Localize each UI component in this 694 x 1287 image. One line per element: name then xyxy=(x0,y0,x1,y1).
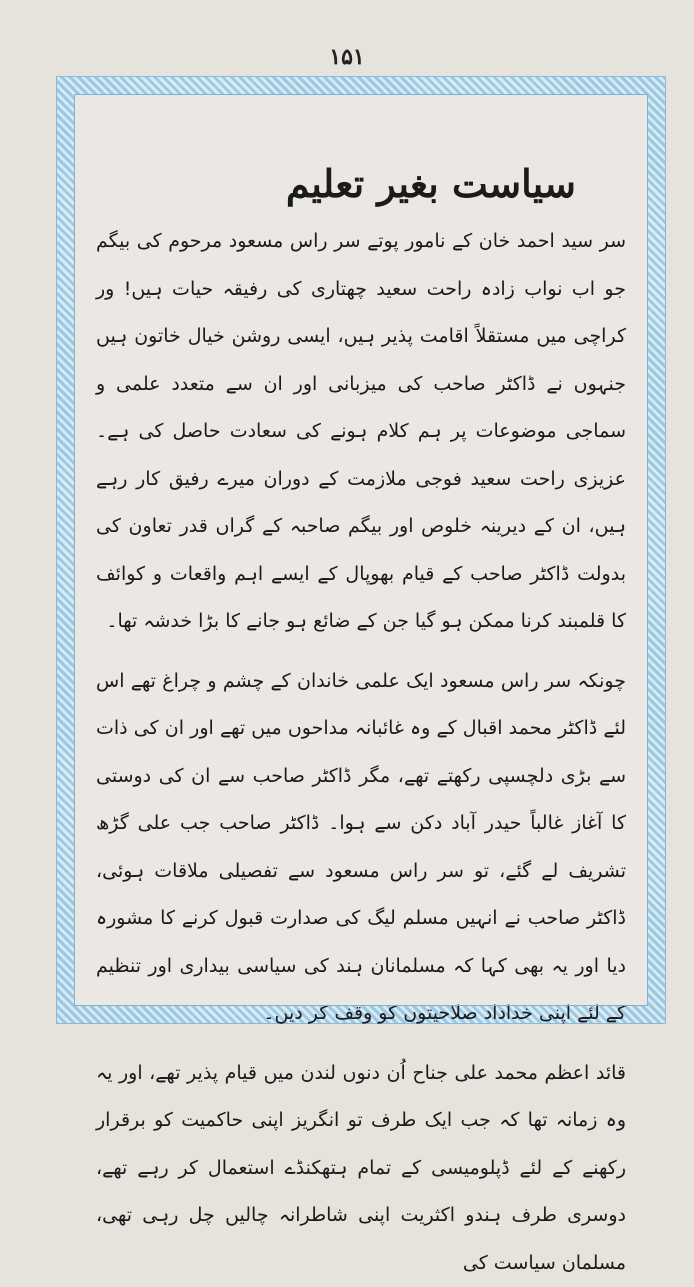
paragraph-2: چونکہ سر راس مسعود ایک علمی خاندان کے چشم و چراغ تھے اس لئے ڈاکٹر محمد اقبال کے وہ غائبانہ مداحوں میں تھے اور ان کی ذات سے بڑی دلچسپی رکھتے تھے، مگر ڈاکٹر صاحب سے ان کی دوستی کا آغاز غالباً حیدر آباد دکن سے ہوا۔ ڈاکٹر صاحب جب علی گڑھ تشریف لے گئے، تو سر راس مسعود سے تفصیلی ملاقات ہوئی، ڈاکٹر صاحب نے انہیں مسلم لیگ کی صدارت قبول کرنے کا مشورہ دیا اور یہ بھی کہا کہ مسلمانان ہند کی سیاسی بیداری اور تنظیم کے لئے اپنی خداداد صلاحیتوں کو وقف کر دیں۔ xyxy=(96,658,626,1038)
page-content xyxy=(96,154,626,986)
decorative-border-frame xyxy=(56,76,666,1024)
paragraph-1: سر سید احمد خان کے نامور پوتے سر راس مسعود مرحوم کی بیگم جو اب نواب زادہ راحت سعید چھتاری کی رفیقہ حیات ہیں! ور کراچی میں مستقلاً اقامت پذیر ہیں، ایسی روشن خیال خاتون ہیں جنہوں نے ڈاکٹر صاحب کی میزبانی اور ان سے متعدد علمی و سماجی موضوعات پر ہم کلام ہونے کی سعادت حاصل کی ہے۔ عزیزی راحت سعید فوجی ملازمت کے دوران میرے رفیق کار رہے ہیں، ان کے دیرینہ خلوص اور بیگم صاحبہ کے گراں قدر تعاون کی بدولت ڈاکٹر صاحب کے قیام بھوپال کے ایسے اہم واقعات و کوائف کا قلمبند کرنا ممکن ہو گیا جن کے ضائع ہو جانے کا بڑا خدشہ تھا۔ xyxy=(96,218,626,646)
chapter-title: سیاست بغیر تعلیم xyxy=(96,154,576,214)
page-number: ۱۵۱ xyxy=(0,44,694,70)
paragraph-3: قائد اعظم محمد علی جناح اُن دنوں لندن میں قیام پذیر تھے، اور یہ وہ زمانہ تھا کہ جب ایک طرف تو انگریز اپنی حاکمیت کو برقرار رکھنے کے لئے ڈپلومیسی کے تمام ہتھکنڈے استعمال کر رہے تھے، دوسری طرف ہندو اکثریت اپنی شاطرانہ چالیں چل رہی تھی، مسلمان سیاست کی xyxy=(96,1050,626,1287)
